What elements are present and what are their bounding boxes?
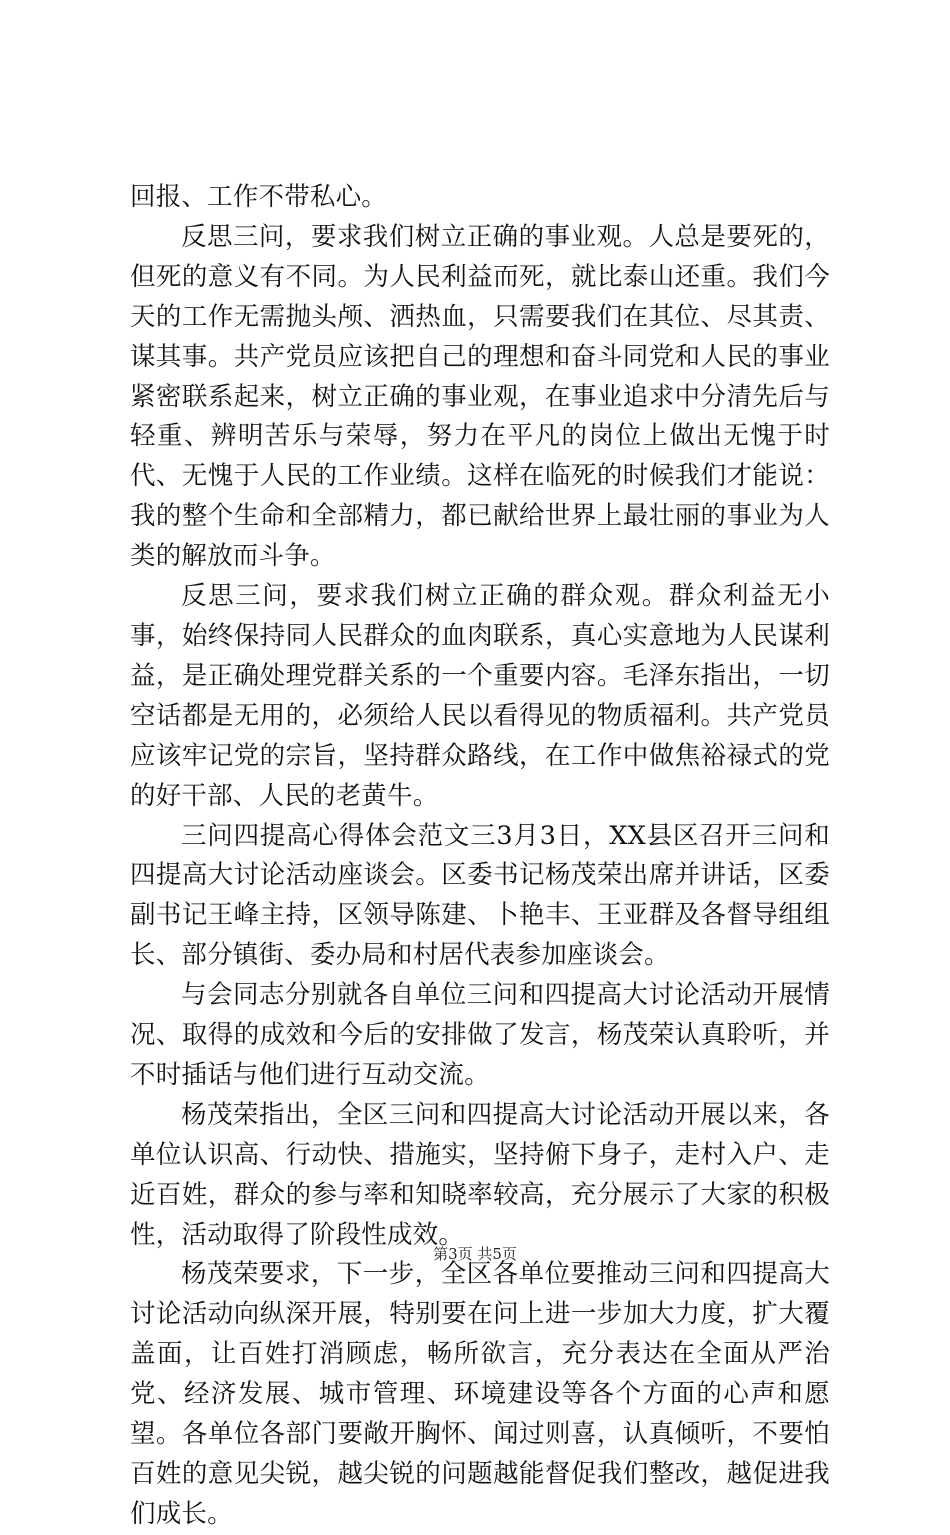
document-body bbox=[130, 178, 830, 1535]
paragraph-continuation: 回报、工作不带私心。 bbox=[130, 182, 388, 212]
paragraph-sample-three-intro: 三问四提高心得体会范文三3月3日，XX县区召开三问和四提高大讨论活动座谈会。区委书记杨茂荣出席并讲话，区委副书记王峰主持，区领导陈建、卜艳丰、王亚群及各督导组组长、部分镇街、委办局和村居代表参加座谈会。 bbox=[130, 820, 830, 971]
paragraph-attendee-remarks: 与会同志分别就各自单位三问和四提高大讨论活动开展情况、取得的成效和今后的安排做了发言，杨茂荣认真聆听，并不时插话与他们进行互动交流。 bbox=[130, 980, 830, 1090]
paragraph-achievements: 杨茂荣指出，全区三问和四提高大讨论活动开展以来，各单位认识高、行动快、措施实，坚持俯下身子，走村入户、走近百姓，群众的参与率和知晓率较高，充分展示了大家的积极性，活动取得了阶段性成效。 bbox=[130, 1099, 830, 1250]
paragraph-requirements: 杨茂荣要求，下一步，全区各单位要推动三问和四提高大讨论活动向纵深开展，特别要在问上进一步加大力度，扩大覆盖面，让百姓打消顾虑，畅所欲言，充分表达在全面从严治党、经济发展、城市管理、环境建设等各个方面的心声和愿望。各单位各部门要敞开胸怀、闻过则喜，认真倾听，不要怕百姓的意见尖锐，越尖锐的问题越能督促我们整改，越促进我们成长。 bbox=[130, 1259, 830, 1529]
paragraph-career-view: 反思三问，要求我们树立正确的事业观。人总是要死的，但死的意义有不同。为人民利益而死，就比泰山还重。我们今天的工作无需抛头颅、洒热血，只需要我们在其位、尽其责、谋其事。共产党员应该把自己的理想和奋斗同党和人民的事业紧密联系起来，树立正确的事业观，在事业追求中分清先后与轻重、辨明苦乐与荣辱，努力在平凡的岗位上做出无愧于时代、无愧于人民的工作业绩。这样在临死的时候我们才能说：我的整个生命和全部精力，都已献给世界上最壮丽的事业为人类的解放而斗争。 bbox=[130, 221, 830, 572]
paragraph-mass-view: 反思三问，要求我们树立正确的群众观。群众利益无小事，始终保持同人民群众的血肉联系，真心实意地为人民谋利益，是正确处理党群关系的一个重要内容。毛泽东指出，一切空话都是无用的，必须给人民以看得见的物质福利。共产党员应该牢记党的宗旨，坚持群众路线，在工作中做焦裕禄式的党的好干部、人民的老黄牛。 bbox=[130, 581, 830, 811]
page-number-footer: 第3页 共5页 bbox=[433, 1245, 517, 1263]
